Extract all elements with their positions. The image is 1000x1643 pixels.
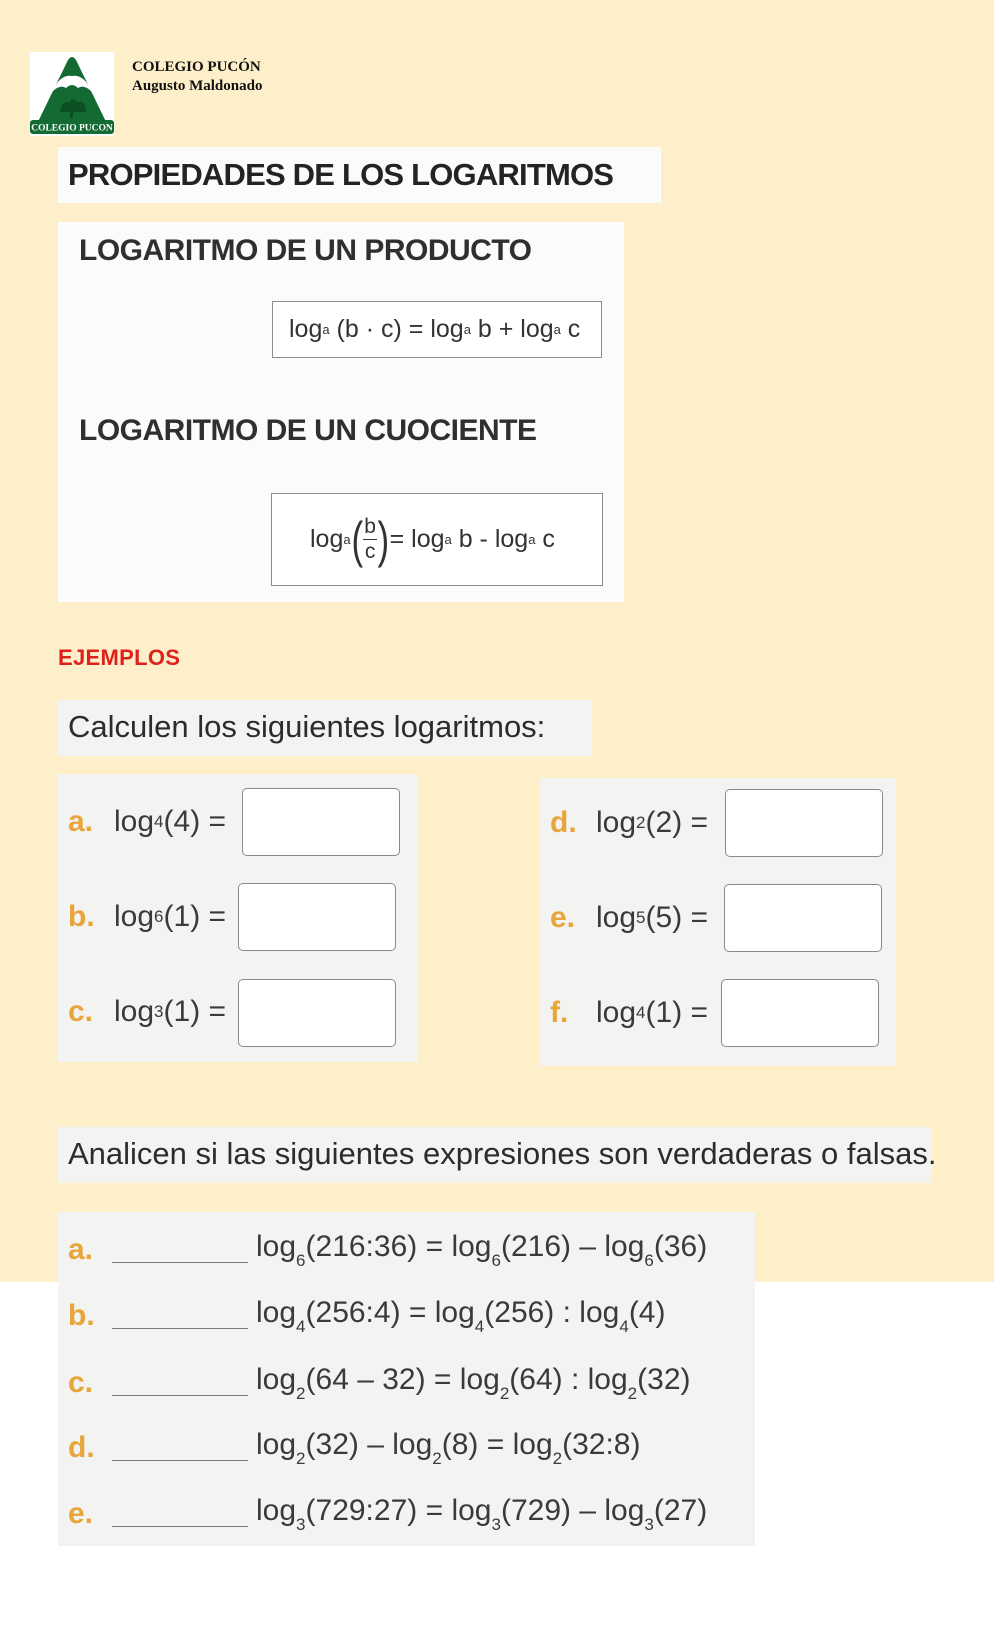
tf-answer-line-d[interactable]	[112, 1460, 248, 1461]
calc-instruction: Calculen los siguientes logaritmos:	[68, 709, 546, 744]
tf-instruction: Analicen si las siguientes expresiones son verdaderas o falsas.	[68, 1136, 937, 1171]
answer-input-d[interactable]	[725, 789, 883, 857]
tf-answer-line-e[interactable]	[112, 1526, 248, 1527]
answer-input-b[interactable]	[238, 883, 396, 951]
calc-item-a: a. log 4 (4) =	[68, 805, 227, 838]
teacher-name: Augusto Maldonado	[132, 78, 263, 94]
property-title-product: LOGARITMO DE UN PRODUCTO	[79, 234, 532, 267]
logo-text: COLEGIO PUCON	[31, 123, 113, 134]
page-title: PROPIEDADES DE LOS LOGARITMOS	[68, 157, 614, 192]
product-formula: log a (b · c) = log a b + log a c	[289, 315, 581, 343]
tf-item-e: e. $\log_3(729:27) = \log_3(729) - \log_3(27)$	[68, 1493, 708, 1534]
calc-item-f: f. log 4 (1) =	[550, 996, 709, 1029]
product-formula-box	[272, 301, 602, 358]
quotient-formula: log a ( $\frac{b}{c}$ ) = log a b - log a c	[310, 511, 555, 568]
calc-item-b: b. log 6 (1) =	[68, 900, 227, 933]
answer-input-f[interactable]	[721, 979, 879, 1047]
calc-item-e: e. log 5 (5) =	[550, 901, 709, 934]
quotient-formula-box	[271, 493, 603, 586]
school-logo	[30, 52, 114, 136]
tf-item-b: b. $\log_4(256:4) = \log_4(256)$ : $\log_4(4)$	[68, 1295, 666, 1336]
tf-answer-line-b[interactable]	[112, 1328, 248, 1329]
calc-item-c: c. log 3 (1) =	[68, 995, 227, 1028]
calc-group-right	[540, 778, 896, 1066]
examples-label: EJEMPLOS	[58, 645, 181, 670]
school-header	[132, 58, 262, 96]
tf-item-c: c. $\log_2(64 - 32) = \log_2(64)$ : $\log_2(32)$	[68, 1362, 691, 1403]
answer-input-e[interactable]	[724, 884, 882, 952]
tf-item-a: a. $\log_6(216:36) = \log_6(216) - \log_6(36)$	[68, 1229, 708, 1270]
calc-group-left	[58, 774, 418, 1062]
property-title-quotient: LOGARITMO DE UN CUOCIENTE	[79, 414, 537, 447]
properties-panel	[58, 222, 624, 602]
page-title-box	[58, 147, 661, 203]
tf-group	[58, 1212, 755, 1546]
answer-input-a[interactable]	[242, 788, 400, 856]
tf-item-d: d. $\log_2(32) - \log_2(8)$ = $\log_2(32:8)$	[68, 1427, 641, 1468]
calc-instruction-box	[58, 700, 592, 756]
calc-item-d: d. log 2 (2) =	[550, 806, 709, 839]
tf-answer-line-c[interactable]	[112, 1395, 248, 1396]
school-name: COLEGIO PUCÓN	[132, 59, 261, 75]
tf-instruction-box	[58, 1127, 937, 1183]
tf-answer-line-a[interactable]	[112, 1262, 248, 1263]
answer-input-c[interactable]	[238, 979, 396, 1047]
